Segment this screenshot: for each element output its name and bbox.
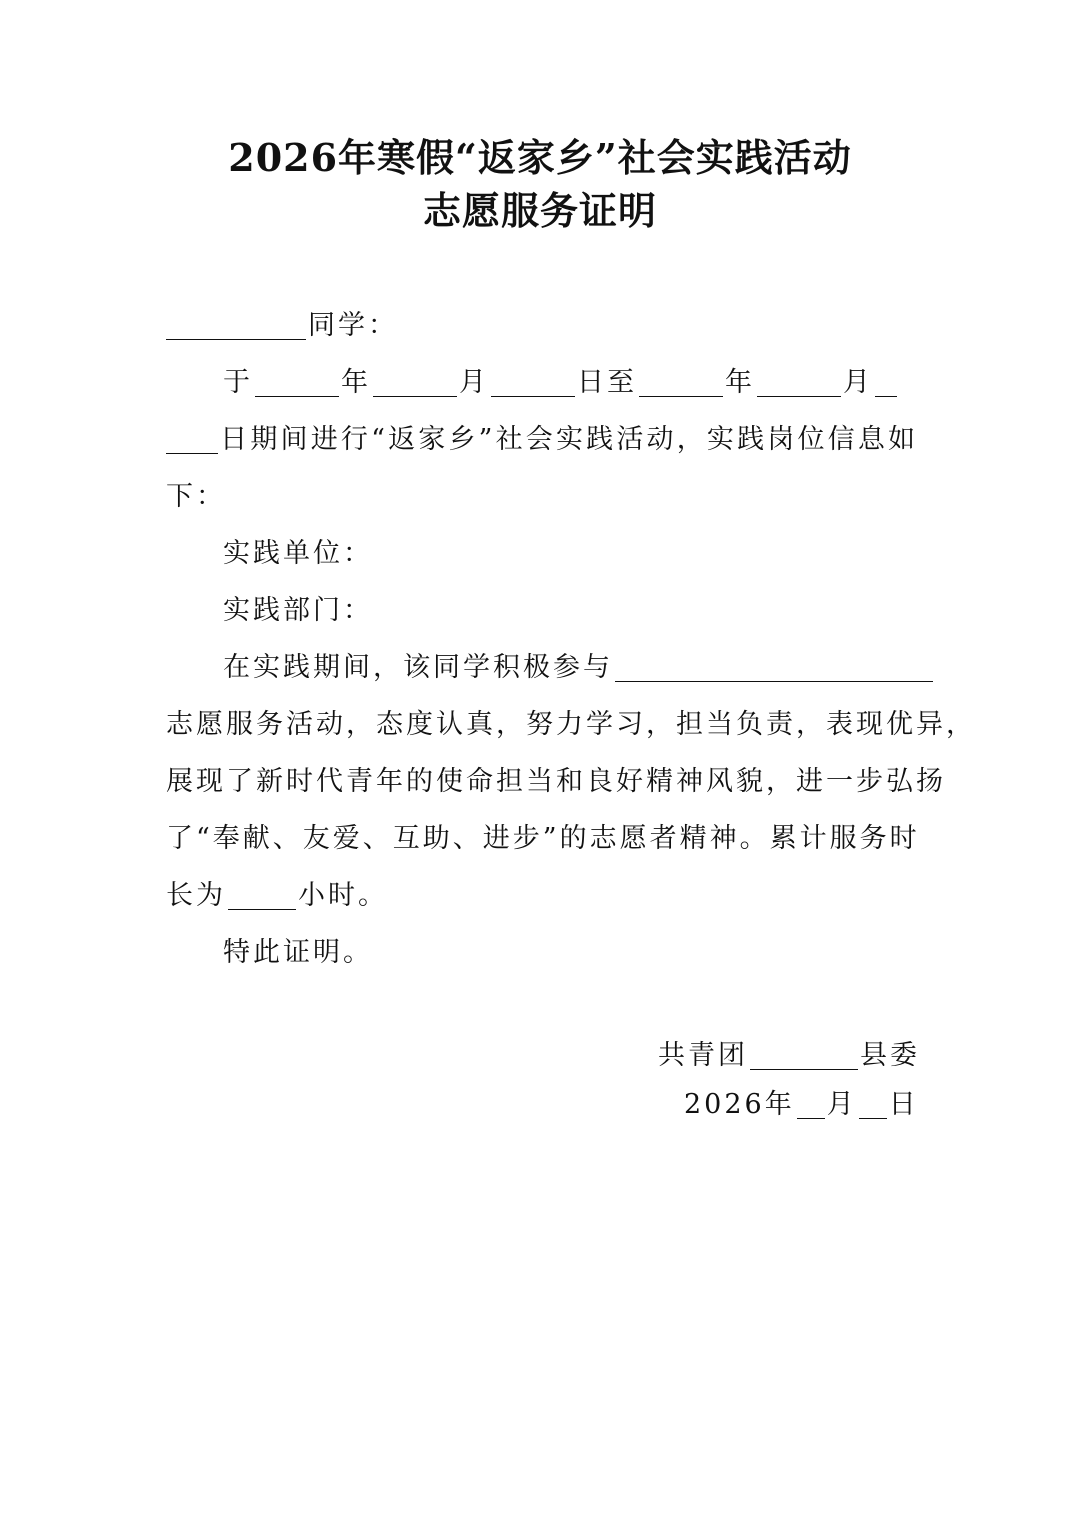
period-nian2: 年 — [725, 367, 755, 398]
student-name-blank[interactable] — [166, 309, 306, 340]
paragraph-line-4: 了“奉献、友爱、互助、进步”的志愿者精神。累计服务时 — [166, 823, 920, 854]
paragraph-line-2: 志愿服务活动，态度认真，努力学习，担当负责，表现优异， — [166, 709, 976, 740]
service-hours-blank[interactable] — [228, 879, 296, 910]
period-nian1: 年 — [341, 367, 371, 398]
certificate-body — [166, 297, 976, 981]
date-day: 日 — [888, 1089, 919, 1120]
practice-unit-line: 实践单位： — [223, 538, 373, 569]
period-ri-zhi: 日至 — [577, 367, 637, 398]
hours-suffix: 小时。 — [298, 880, 388, 911]
start-year-blank[interactable] — [255, 366, 339, 397]
signature-date — [684, 1085, 919, 1125]
signature-org — [658, 1036, 920, 1076]
org-prefix: 共青团 — [658, 1040, 748, 1071]
date-year: 2026年 — [684, 1089, 795, 1120]
period-yu: 于 — [223, 367, 253, 398]
paragraph-line-3: 展现了新时代青年的使命担当和良好精神风貌，进一步弘扬 — [166, 766, 946, 797]
salutation-line — [166, 297, 918, 354]
hours-prefix: 长为 — [166, 880, 226, 911]
hours-line — [166, 867, 918, 924]
period-line-3: 下： — [166, 481, 226, 512]
closing-line: 特此证明。 — [223, 937, 373, 968]
start-month-blank[interactable] — [373, 366, 457, 397]
participation-prefix: 在实践期间，该同学积极参与 — [223, 652, 613, 683]
date-month-blank[interactable] — [797, 1088, 825, 1119]
salutation-suffix: 同学： — [308, 310, 398, 341]
period-line2-text: 日期间进行“返家乡”社会实践活动，实践岗位信息如 — [220, 424, 918, 455]
end-day-blank-b[interactable] — [166, 423, 218, 454]
date-month: 月 — [826, 1089, 857, 1120]
activity-name-blank[interactable] — [615, 651, 933, 682]
period-yue2: 月 — [843, 367, 873, 398]
practice-department-line: 实践部门： — [223, 595, 373, 626]
county-name-blank[interactable] — [750, 1039, 858, 1070]
period-line-2 — [166, 411, 918, 468]
document-title-line1: 2026年寒假“返家乡”社会实践活动 — [228, 135, 852, 180]
date-day-blank[interactable] — [859, 1088, 887, 1119]
org-suffix: 县委 — [860, 1040, 920, 1071]
end-year-blank[interactable] — [639, 366, 723, 397]
period-yue1: 月 — [459, 367, 489, 398]
end-day-blank-a[interactable] — [875, 366, 897, 397]
end-month-blank[interactable] — [757, 366, 841, 397]
document-title-line2: 志愿服务证明 — [422, 188, 657, 233]
period-line — [166, 354, 918, 411]
start-day-blank[interactable] — [491, 366, 575, 397]
participation-line — [166, 639, 918, 696]
